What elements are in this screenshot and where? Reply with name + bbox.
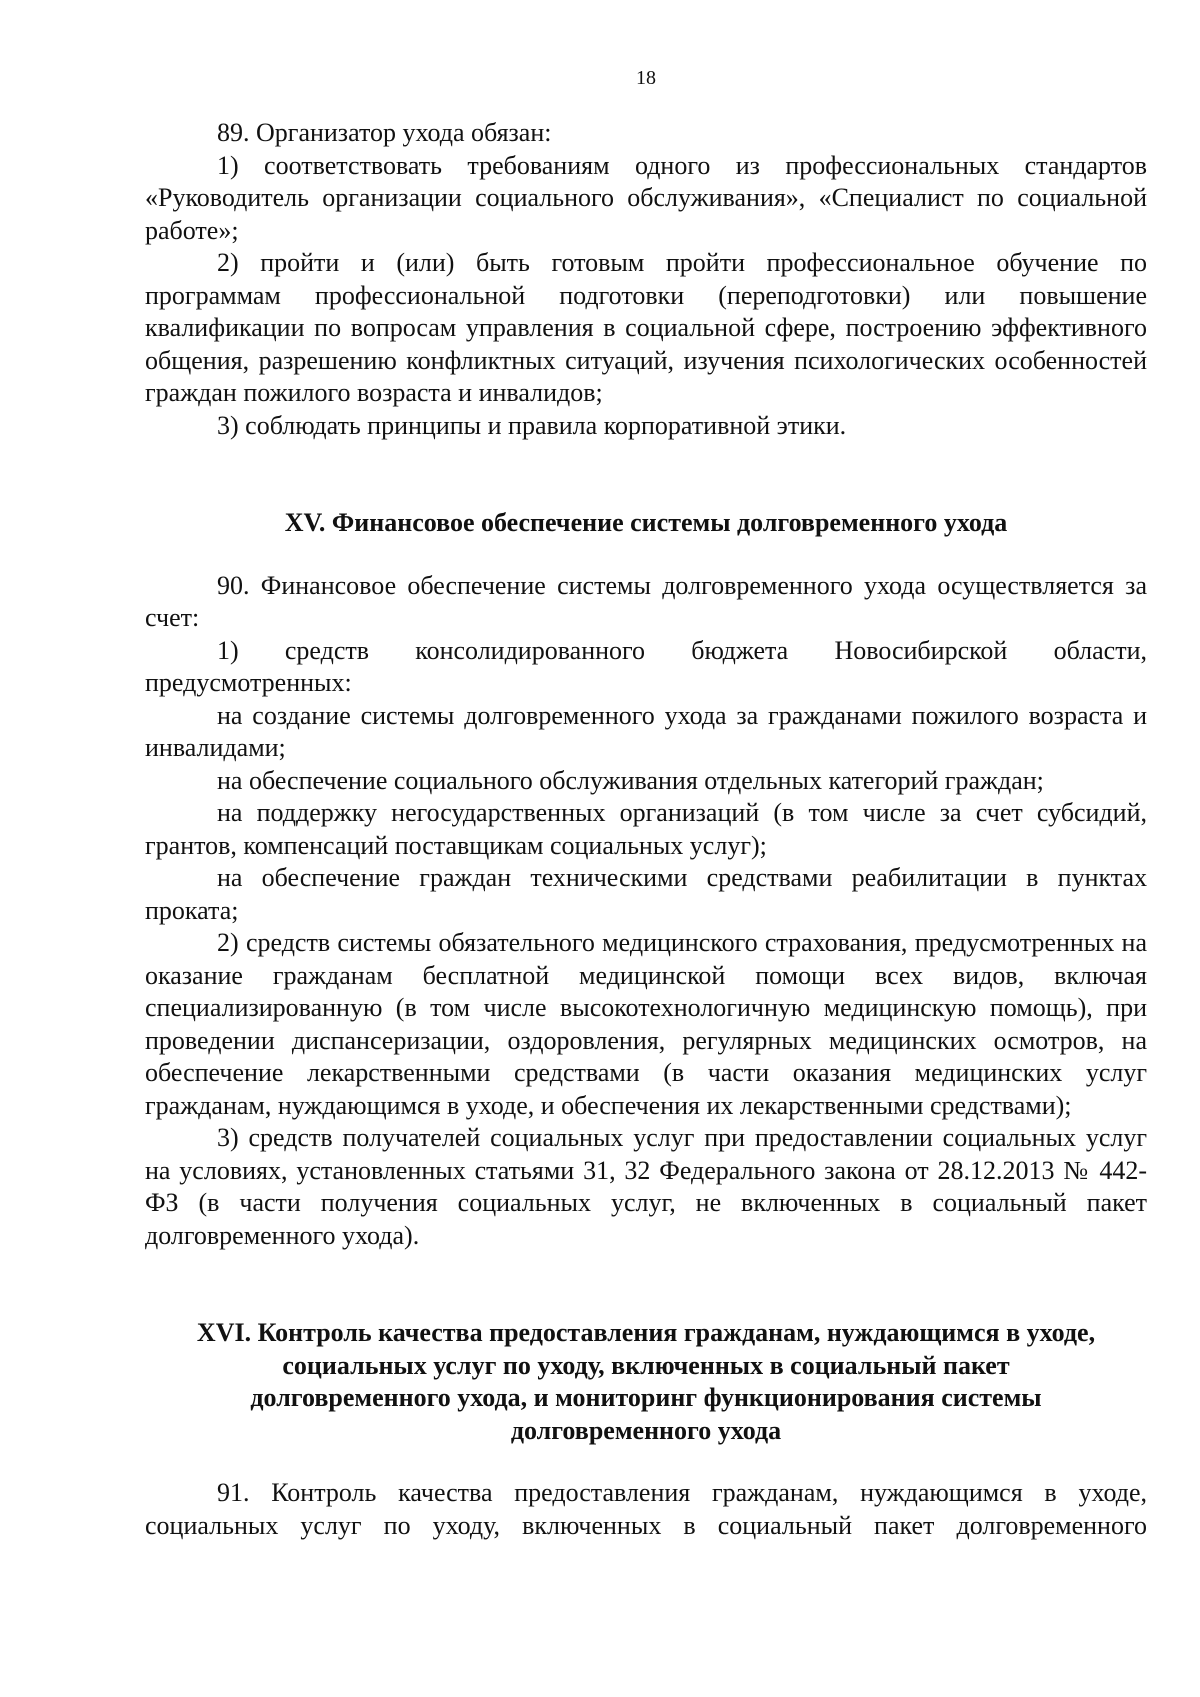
- section-heading-16-line-3: долговременного ухода, и мониторинг функционирования системы: [250, 1383, 1042, 1412]
- paragraph-89-item-2: 2) пройти и (или) быть готовым пройти профессиональное обучение по программам профессиональной подготовки (переподготовки) или повышение квалификации по вопросам управления в социальной сфере, построению эффективного общения, разрешению конфликтных ситуаций, изучения психологических особенностей граждан пожилого возраста и инвалидов;: [145, 248, 1147, 407]
- paragraph-90-item-1: 1) средств консолидированного бюджета Новосибирской области, предусмотренных:: [145, 635, 1147, 697]
- paragraph-89-item-1: 1) соответствовать требованиям одного из профессиональных стандартов «Руководитель организации социального обслуживания», «Специалист по социальной работе»;: [145, 150, 1147, 245]
- document-body: [145, 117, 1147, 1542]
- paragraph-89-intro: 89. Организатор ухода обязан:: [217, 118, 552, 147]
- section-heading-15: XV. Финансовое обеспечение системы долговременного ухода: [284, 508, 1008, 537]
- section-heading-16: [145, 1317, 1147, 1447]
- section-heading-16-line-4: долговременного ухода: [510, 1415, 782, 1445]
- paragraph-90-item-1-a: на создание системы долговременного ухода за гражданами пожилого возраста и инвалидами;: [145, 700, 1147, 762]
- section-heading-16-line-1: XVI. Контроль качества предоставления гражданам, нуждающимся в уходе,: [196, 1318, 1096, 1347]
- page-number: 18: [636, 67, 656, 89]
- spacer: [145, 1252, 1147, 1317]
- spacer: [145, 442, 1147, 507]
- paragraph-90-item-3: 3) средств получателей социальных услуг при предоставлении социальных услуг на условиях, установленных статьями 31, 32 Федерального закона от 28.12.2013 № 442-ФЗ (в части получения социальных услуг, не включенных в социальный пакет долговременного ухода).: [145, 1123, 1147, 1250]
- paragraph-90-item-2: 2) средств системы обязательного медицинского страхования, предусмотренных на оказание гражданам бесплатной медицинской помощи всех видов, включая специализированную (в том числе высокотехнологичную медицинскую помощь), при проведении диспансеризации, оздоровления, регулярных медицинских осмотров, на обеспечение лекарственными средствами (в части оказания медицинских услуг гражданам, нуждающимся в уходе, и обеспечения их лекарственными средствами);: [145, 928, 1147, 1120]
- paragraph-91-line-2: социальных услуг по уходу, включенных в социальный пакет долговременного: [145, 1510, 1147, 1540]
- paragraph-90-item-1-c: на поддержку негосударственных организаций (в том числе за счет субсидий, грантов, компенсаций поставщикам социальных услуг);: [145, 798, 1147, 860]
- paragraph-90-item-1-b: на обеспечение социального обслуживания отдельных категорий граждан;: [217, 765, 1044, 795]
- paragraph-91-line-1: 91. Контроль качества предоставления гражданам, нуждающимся в уходе,: [217, 1478, 1147, 1507]
- paragraph-90-intro: 90. Финансовое обеспечение системы долговременного ухода осуществляется за счет:: [145, 570, 1147, 632]
- spacer: [145, 540, 1147, 570]
- paragraph-90-item-1-d: на обеспечение граждан техническими средствами реабилитации в пунктах проката;: [145, 863, 1147, 925]
- paragraph-89-item-3: 3) соблюдать принципы и правила корпоративной этики.: [217, 410, 847, 440]
- spacer: [145, 1447, 1147, 1477]
- section-heading-16-line-2: социальных услуг по уходу, включенных в социальный пакет: [282, 1350, 1010, 1380]
